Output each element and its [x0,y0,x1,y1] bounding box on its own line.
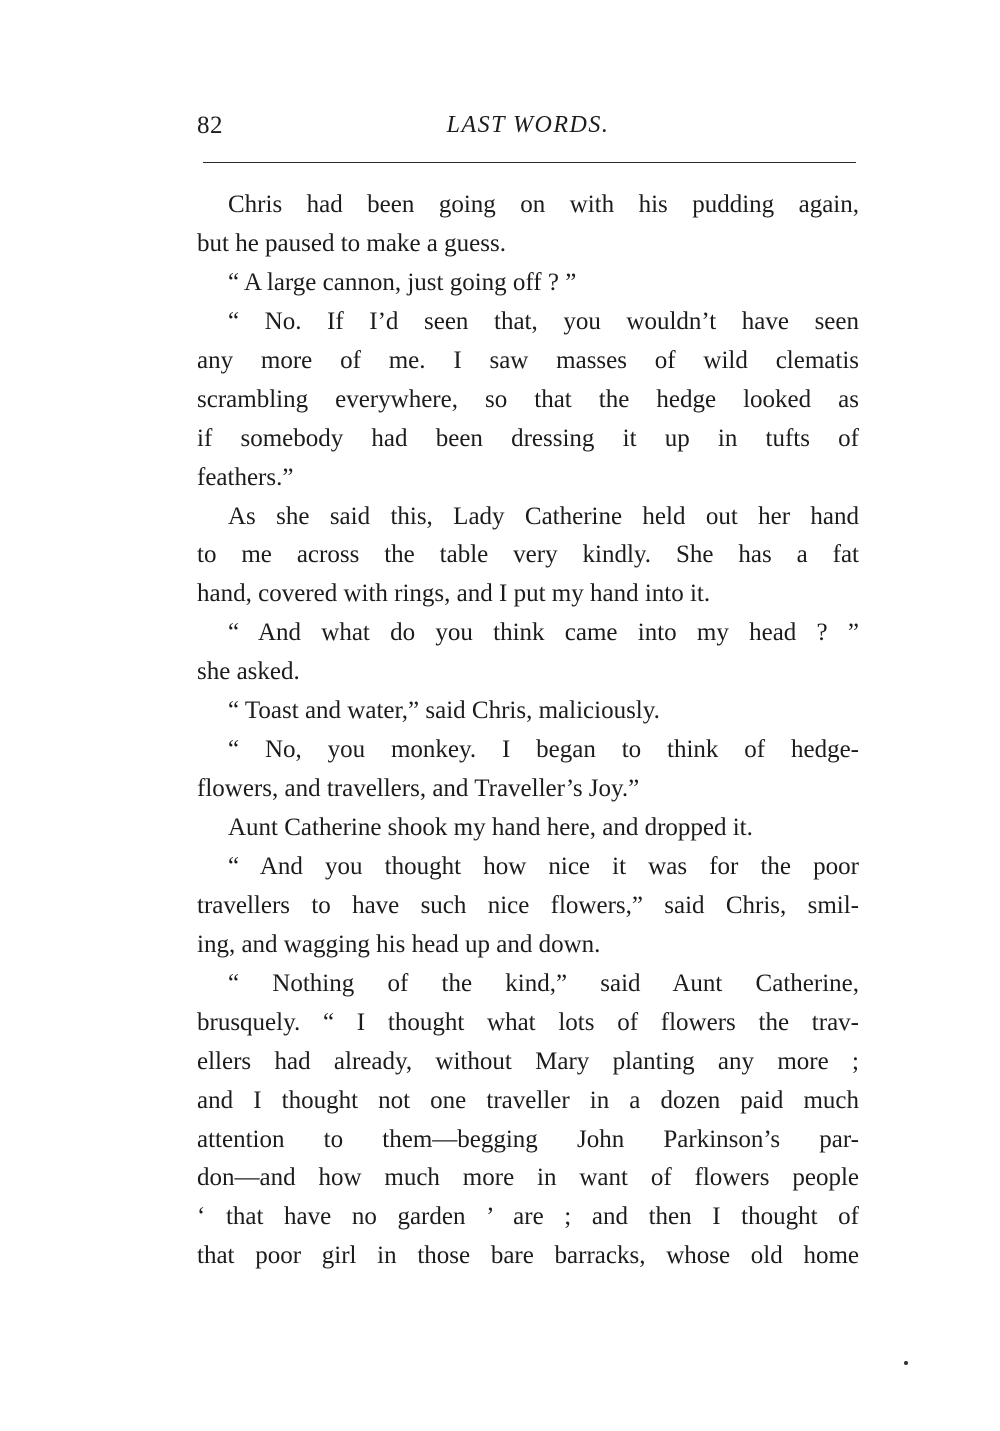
text-line: travellers to have such nice flowers,” said Chris, smil- [197,891,859,919]
text-line: ellers had already, without Mary planting any more ; [197,1047,859,1075]
text-line: attention to them—begging John Parkinson’s par- [197,1125,859,1153]
text-line: but he paused to make a guess. [197,229,506,257]
text-line: and I thought not one traveller in a dozen paid much [197,1086,859,1114]
text-line: “ No. If I’d seen that, you wouldn’t have seen [228,307,859,335]
text-line: if somebody had been dressing it up in tufts of [197,424,859,452]
running-title: LAST WORDS. [446,112,610,138]
stray-ink-dot [904,1361,908,1365]
text-line: scrambling everywhere, so that the hedge looked as [197,385,859,413]
text-line: feathers.” [197,463,294,491]
body-text [197,186,859,1276]
page-number: 82 [197,112,223,139]
text-line: that poor girl in those bare barracks, whose old home [197,1242,859,1270]
text-line: ing, and wagging his head up and down. [197,930,601,958]
text-line: Chris had been going on with his pudding again, [228,191,859,218]
text-line: brusquely. “ I thought what lots of flowers the trav- [197,1008,859,1036]
text-line: she asked. [197,658,300,686]
page-header [197,112,859,146]
text-line: flowers, and travellers, and Traveller’s Joy.” [197,775,640,803]
text-line: hand, covered with rings, and I put my hand into it. [197,580,711,608]
text-line: Aunt Catherine shook my hand here, and dropped it. [228,814,753,841]
text-line: “ A large cannon, just going off ? ” [228,268,577,296]
text-line: to me across the table very kindly. She has a fat [197,541,859,569]
text-line: “ And you thought how nice it was for the poor [228,852,859,880]
text-line: ‘ that have no garden ’ are ; and then I thought of [197,1203,859,1231]
text-line: don—and how much more in want of flowers people [197,1164,859,1192]
header-rule [203,162,856,163]
text-line: “ And what do you think came into my head ? ” [228,619,859,647]
text-line: “ Nothing of the kind,” said Aunt Catherine, [228,969,859,997]
text-line: any more of me. I saw masses of wild clematis [197,346,859,374]
text-line: “ Toast and water,” said Chris, maliciously. [228,697,660,725]
text-line: As she said this, Lady Catherine held out her hand [228,502,859,530]
text-line: “ No, you monkey. I began to think of hedge- [228,736,859,764]
